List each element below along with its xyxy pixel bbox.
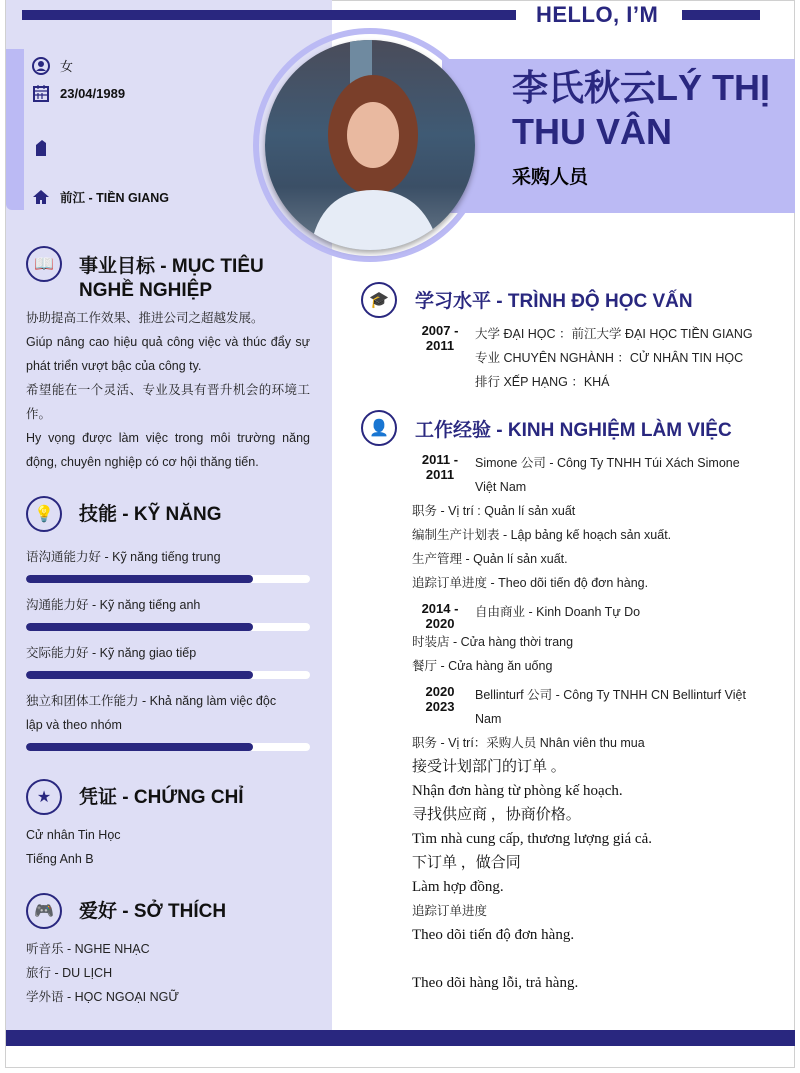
objective-line: 协助提高工作效果、推进公司之超越发展。 — [26, 311, 264, 325]
education-line: 排行 XẾP HẠNG ：KHÁ — [475, 375, 610, 389]
gamepad-icon: 🎮 — [26, 893, 62, 929]
job-detail: 生产管理 - Quản lí sản xuất. — [412, 552, 568, 566]
full-name: 李氏秋云LÝ THỊ THU VÂN — [512, 67, 770, 152]
hobby-item: 旅行 - DU LỊCH — [26, 966, 113, 980]
job-detail: Theo dõi hàng lỗi, trả hàng. — [412, 975, 579, 991]
education-line: 专业 CHUYÊN NGHÀNH ：CỬ NHÂN TIN HỌC — [475, 351, 744, 365]
award-icon: ★ — [26, 779, 62, 815]
objective-line: 希望能在一个灵活、专业及具有晋升机会的环境工作。 — [26, 383, 310, 421]
job-company: 自由商业 - Kinh Doanh Tự Do — [475, 605, 641, 619]
hello-heading: HELLO, I’M — [536, 2, 659, 27]
job-detail: 下订单 ，做合同 — [412, 855, 521, 871]
user-icon — [32, 57, 50, 75]
job-years: 2011 - 2011 — [421, 452, 459, 482]
top-bar-left — [22, 10, 516, 20]
phone-row — [32, 139, 60, 157]
book-icon: 📖 — [26, 246, 62, 282]
certificates-list — [26, 823, 121, 871]
gender-row — [32, 56, 73, 75]
job-years: 2020 2023 — [425, 684, 455, 714]
skills-list — [26, 545, 310, 761]
job-detail: 追踪订单进度 - Theo dõi tiến độ đơn hàng. — [412, 576, 649, 590]
hobbies-list — [26, 937, 179, 1009]
job-detail: Làm hợp đồng. — [412, 879, 504, 895]
top-bar-right — [682, 10, 760, 20]
job-company: Bellinturf 公司 - Công Ty TNHH CN Bellinturf Việt Nam — [475, 688, 746, 726]
objective-text — [26, 306, 310, 474]
objective-line: Giúp nâng cao hiệu quả công việc và thúc đẩy sự phát triển vượt bậc của công ty. — [26, 335, 310, 373]
skill-label: 交际能力好 - Kỹ năng giao tiếp — [26, 646, 197, 660]
job-details — [412, 499, 671, 595]
job-detail: 餐厅 - Cửa hàng ăn uống — [412, 659, 553, 673]
birthdate-row — [32, 84, 125, 102]
hobby-item: 听音乐 - NGHE NHẠC — [26, 942, 150, 956]
job-detail: Theo dõi tiến độ đơn hàng. — [412, 927, 575, 943]
objective-line: Hy vọng được làm việc trong môi trường năng động, chuyên nghiệp có cơ hội thăng tiến. — [26, 431, 310, 469]
skill-bar-fill — [26, 623, 253, 631]
gender-value: 女 — [60, 59, 74, 74]
skill-bar-fill — [26, 575, 253, 583]
job-detail: 时装店 - Cửa hàng thời trang — [412, 635, 574, 649]
graduation-cap-icon: 🎓 — [361, 282, 397, 318]
hobbies-heading: 爱好 - SỞ THÍCH — [79, 901, 227, 922]
hobby-item: 学外语 - HỌC NGOẠI NGỮ — [26, 990, 180, 1004]
skill-bar — [26, 623, 310, 631]
job-details — [412, 630, 573, 678]
birthdate-value: 23/04/1989 — [60, 85, 126, 101]
objective-heading: 事业目标 - MỤC TIÊU NGHỀ NGHIỆP — [79, 256, 264, 301]
phone-icon — [32, 139, 50, 157]
skill-bar-fill — [26, 743, 253, 751]
job-detail: 接受计划部门的订单 。 — [412, 759, 566, 775]
accent-strip — [6, 49, 24, 210]
skill-label: 沟通能力好 - Kỹ năng tiếng anh — [26, 598, 201, 612]
job-title: 采购人员 — [512, 167, 589, 188]
job-details — [412, 731, 652, 995]
job-detail: Tìm nhà cung cấp, thương lượng giá cả. — [412, 831, 652, 847]
education-years: 2007 - 2011 — [421, 323, 459, 353]
profile-photo — [265, 40, 475, 250]
experience-heading: 工作经验 - KINH NGHIỆM LÀM VIỆC — [415, 420, 732, 441]
job-detail: 寻找供应商 ，协商价格。 — [412, 807, 581, 823]
skill-bar — [26, 743, 310, 751]
employee-icon: 👤 — [361, 410, 397, 446]
home-icon — [32, 188, 50, 206]
job-detail: 职务 - Vị trí : Quản lí sản xuất — [412, 504, 576, 518]
education-heading: 学习水平 - TRÌNH ĐỘ HỌC VẤN — [415, 291, 693, 312]
certificate-item: Tiếng Anh B — [26, 852, 94, 866]
education-details — [475, 322, 753, 394]
address-row — [32, 188, 169, 206]
address-value: 前江 - TIỀN GIANG — [60, 191, 170, 205]
skill-bar — [26, 671, 310, 679]
skill-label: 独立和团体工作能力 - Khả năng làm việc độc lập và theo nhóm — [26, 694, 277, 732]
job-company: Simone 公司 - Công Ty TNHH Túi Xách Simone Việt Nam — [475, 456, 740, 494]
job-detail: Nhận đơn hàng từ phòng kế hoạch. — [412, 783, 623, 799]
certificate-item: Cử nhân Tin Học — [26, 828, 121, 842]
lightbulb-icon: 💡 — [26, 496, 62, 532]
job-detail: 职务 - Vị trí：采购人员 Nhân viên thu mua — [412, 736, 645, 750]
job-years: 2014 - 2020 — [421, 601, 459, 631]
certificates-heading: 凭证 - CHỨNG CHỈ — [79, 787, 244, 808]
calendar-icon — [32, 84, 50, 102]
education-line: 大学 ĐẠI HỌC ：前江大学 ĐẠI HỌC TIỀN GIANG — [475, 327, 753, 341]
skills-heading: 技能 - KỸ NĂNG — [79, 504, 222, 525]
skill-bar — [26, 575, 310, 583]
job-detail: 编制生产计划表 - Lập bảng kế hoạch sản xuất. — [412, 528, 672, 542]
skill-bar-fill — [26, 671, 253, 679]
skill-label: 语沟通能力好 - Kỹ năng tiếng trung — [26, 550, 221, 564]
footer-bar — [6, 1030, 795, 1046]
job-detail: 追踪订单进度 — [412, 904, 488, 918]
